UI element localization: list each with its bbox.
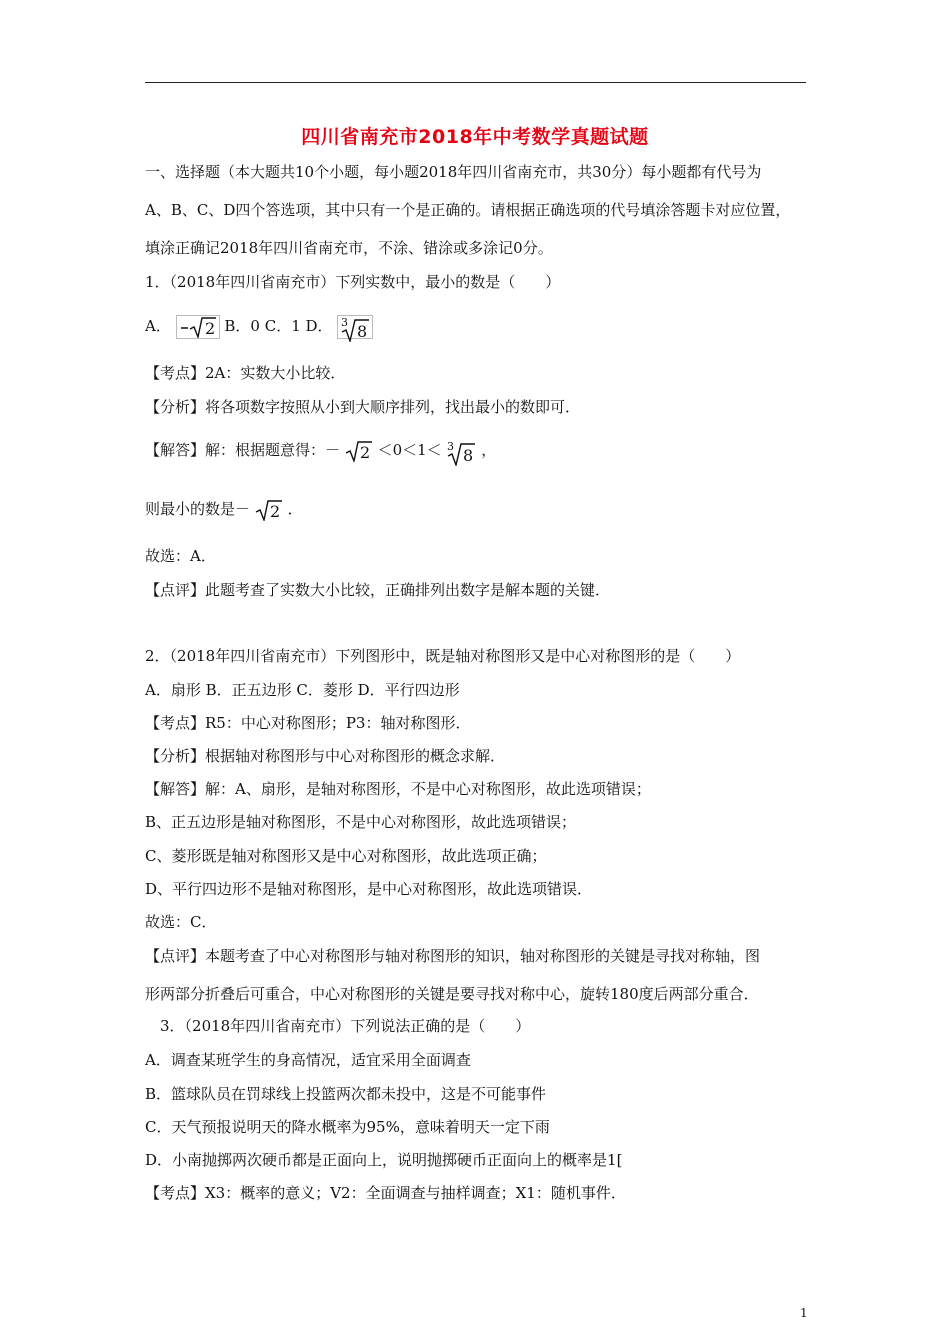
q1-jieda-mid: ＜0＜1＜	[377, 441, 442, 459]
q1-jieda	[145, 440, 497, 465]
radicand-2: 2	[269, 502, 280, 521]
q2-fenxi: 【分析】根据轴对称图形与中心对称图形的概念求解．	[145, 747, 506, 765]
sqrt2-formula	[255, 499, 283, 521]
q1-answer: 故选：A．	[145, 547, 216, 565]
cube-index: 3	[447, 440, 455, 453]
q2-option-c: C、菱形既是轴对称图形又是中心对称图形，故此选项正确；	[145, 847, 547, 865]
q3-option-b: B．篮球队员在罚球线上投篮两次都未投中，这是不可能事件	[145, 1085, 547, 1103]
q2-jieda: 【解答】解：A、扇形，是轴对称图形，不是中心对称图形，故此选项错误；	[145, 780, 651, 798]
q1-kaodian: 【考点】2A：实数大小比较．	[145, 364, 346, 382]
cube-index: 3	[341, 316, 349, 329]
q2-stem: 2．（2018年四川省南充市）下列图形中，既是轴对称图形又是中心对称图形的是（ ）	[145, 647, 741, 665]
q1-options	[145, 315, 373, 339]
header-rule	[145, 82, 806, 83]
q2-dianping-1: 【点评】本题考查了中心对称图形与轴对称图形的知识，轴对称图形的关键是寻找对称轴，图	[145, 947, 761, 965]
sqrt2-formula	[345, 440, 373, 462]
q1-stem: 1．（2018年四川省南充市）下列实数中，最小的数是（ ）	[145, 273, 561, 291]
radicand-8: 8	[463, 446, 474, 465]
q2-options: A．扇形 B．正五边形 C．菱形 D．平行四边形	[145, 681, 460, 699]
radicand-2: 2	[204, 319, 215, 338]
q2-option-d: D、平行四边形不是轴对称图形，是中心对称图形，故此选项错误．	[145, 880, 593, 898]
intro-line-3: 填涂正确记2018年四川省南充市，不涂、错涂或多涂记0分。	[145, 239, 553, 257]
neg-sqrt2-formula	[176, 315, 220, 339]
q2-answer: 故选：C．	[145, 913, 217, 931]
q1-options-prefix: A．	[145, 317, 171, 335]
q3-option-d: D．小南抛掷两次硬币都是正面向上，说明抛掷硬币正面向上的概率是1[	[145, 1151, 623, 1169]
page-number: 1	[800, 1306, 808, 1320]
q1-conclusion-end: ．	[287, 500, 303, 518]
q1-jieda-end: ，	[481, 441, 497, 459]
intro-line-2: A、B、C、D四个答选项，其中只有一个是正确的。请根据正确选项的代号填涂答题卡对应位置，	[145, 201, 791, 219]
q1-options-rest: B．0 C．1 D．	[224, 317, 333, 335]
q3-option-c: C．天气预报说明天的降水概率为95%，意味着明天一定下雨	[145, 1118, 550, 1136]
q3-kaodian: 【考点】X3：概率的意义；V2：全面调查与抽样调查；X1：随机事件．	[145, 1184, 626, 1202]
cbrt8-formula	[446, 440, 476, 465]
radicand-2: 2	[359, 443, 370, 462]
cbrt8-formula	[337, 315, 373, 339]
q3-option-a: A．调查某班学生的身高情况，适宜采用全面调查	[145, 1051, 471, 1069]
q3-stem: 3．（2018年四川省南充市）下列说法正确的是（ ）	[160, 1017, 531, 1035]
radicand-8: 8	[357, 322, 368, 341]
q2-kaodian: 【考点】R5：中心对称图形；P3：轴对称图形．	[145, 714, 471, 732]
q1-jieda-prefix: 【解答】解：根据题意得：－	[145, 441, 341, 459]
intro-line-1: 一、选择题（本大题共10个小题，每小题2018年四川省南充市，共30分）每小题都有代号为	[145, 163, 762, 181]
q1-conclusion	[145, 499, 303, 521]
q1-fenxi: 【分析】将各项数字按照从小到大顺序排列，找出最小的数即可．	[145, 398, 581, 416]
q2-dianping-2: 形两部分折叠后可重合，中心对称图形的关键是要寻找对称中心，旋转180度后两部分重合．	[145, 985, 759, 1003]
q1-dianping: 【点评】此题考查了实数大小比较，正确排列出数字是解本题的关键．	[145, 581, 611, 599]
q2-option-b: B、正五边形是轴对称图形，不是中心对称图形，故此选项错误；	[145, 813, 577, 831]
q1-conclusion-prefix: 则最小的数是－	[145, 500, 251, 518]
page-title: 四川省南充市2018年中考数学真题试题	[301, 126, 649, 148]
